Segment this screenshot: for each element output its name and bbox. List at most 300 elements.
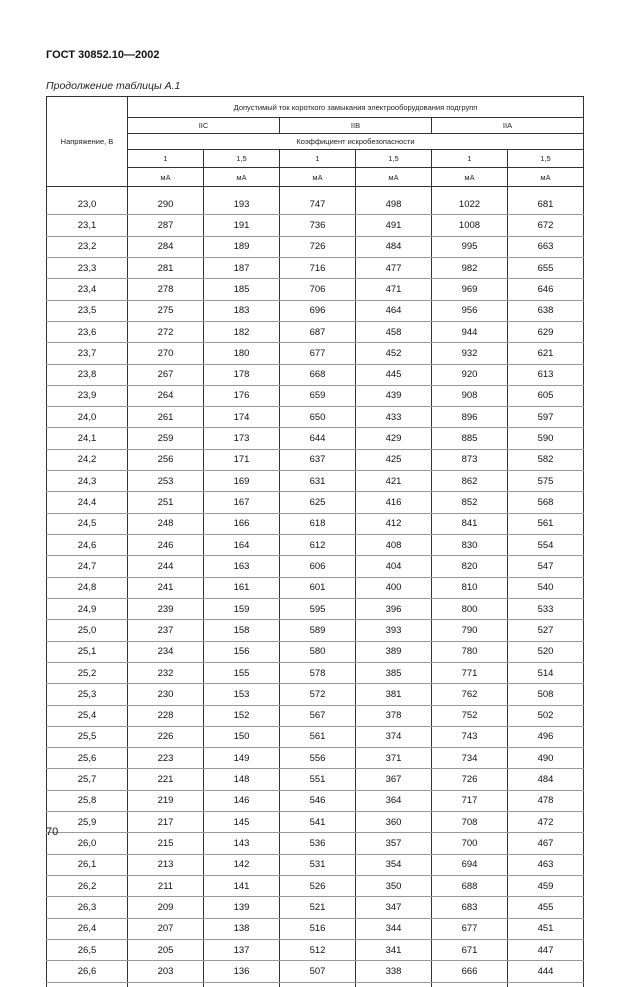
current-cell: 618: [280, 513, 356, 534]
voltage-cell: 26,1: [47, 854, 128, 875]
current-cell: 237: [128, 620, 204, 641]
current-cell: 145: [204, 812, 280, 833]
document-title: ГОСТ 30852.10—2002: [46, 49, 160, 61]
current-cell: 183: [204, 300, 280, 321]
current-cell: 467: [508, 833, 584, 854]
current-cell: 631: [280, 471, 356, 492]
current-cell: 496: [508, 726, 584, 747]
current-cell: 272: [128, 321, 204, 342]
voltage-cell: 26,5: [47, 939, 128, 960]
voltage-cell: 25,1: [47, 641, 128, 662]
table-row: [47, 939, 584, 960]
table-row: [47, 535, 584, 556]
current-cell: 371: [356, 748, 432, 769]
current-cell: 167: [204, 492, 280, 513]
current-cell: 688: [432, 876, 508, 897]
current-cell: 458: [356, 321, 432, 342]
current-cell: 141: [204, 876, 280, 897]
current-cell: 561: [508, 513, 584, 534]
current-cell: 932: [432, 343, 508, 364]
current-cell: 275: [128, 300, 204, 321]
table-row: [47, 257, 584, 278]
table-row: [47, 236, 584, 257]
voltage-cell: 25,6: [47, 748, 128, 769]
current-cell: 146: [204, 790, 280, 811]
current-cell: 644: [280, 428, 356, 449]
current-cell: 163: [204, 556, 280, 577]
voltage-cell: 24,8: [47, 577, 128, 598]
current-cell: 230: [128, 684, 204, 705]
current-cell: 706: [280, 279, 356, 300]
current-cell: 567: [280, 705, 356, 726]
current-cell: 908: [432, 385, 508, 406]
current-cell: 158: [204, 620, 280, 641]
current-cell: 646: [508, 279, 584, 300]
table-row: [47, 662, 584, 683]
current-cell: 969: [432, 279, 508, 300]
voltage-cell: 25,4: [47, 705, 128, 726]
current-cell: 780: [432, 641, 508, 662]
voltage-cell: 24,9: [47, 598, 128, 619]
current-cell: 637: [280, 449, 356, 470]
current-cell: 477: [356, 257, 432, 278]
current-cell: 360: [356, 812, 432, 833]
current-cell: 726: [432, 769, 508, 790]
table-row: [47, 854, 584, 875]
table-row: [47, 620, 584, 641]
coefficient-value: 1,5: [356, 150, 432, 168]
voltage-cell: 23,0: [47, 194, 128, 215]
voltage-cell: 23,1: [47, 215, 128, 236]
table-row: [47, 492, 584, 513]
current-cell: 400: [356, 577, 432, 598]
current-cell: 672: [508, 215, 584, 236]
current-cell: 671: [432, 939, 508, 960]
current-cell: 248: [128, 513, 204, 534]
current-cell: 687: [280, 321, 356, 342]
current-cell: 178: [204, 364, 280, 385]
table-row: [47, 215, 584, 236]
current-cell: 421: [356, 471, 432, 492]
current-cell: 471: [356, 279, 432, 300]
voltage-cell: 25,7: [47, 769, 128, 790]
current-cell: 239: [128, 598, 204, 619]
current-cell: 425: [356, 449, 432, 470]
current-cell: 169: [204, 471, 280, 492]
coefficient-value: 1,5: [204, 150, 280, 168]
coefficient-header: Коэффициент искробезопасности: [128, 134, 584, 150]
current-cell: 182: [204, 321, 280, 342]
voltage-cell: 23,7: [47, 343, 128, 364]
current-cell: 920: [432, 364, 508, 385]
current-cell: 885: [432, 428, 508, 449]
current-cell: 502: [508, 705, 584, 726]
current-cell: 357: [356, 833, 432, 854]
current-cell: 484: [508, 769, 584, 790]
current-cell: 734: [432, 748, 508, 769]
current-cell: 207: [128, 918, 204, 939]
table-row: [47, 897, 584, 918]
voltage-cell: 24,6: [47, 535, 128, 556]
voltage-cell: 24,1: [47, 428, 128, 449]
current-cell: 752: [432, 705, 508, 726]
coefficient-value: 1,5: [508, 150, 584, 168]
current-cell: 174: [204, 407, 280, 428]
current-cell: 625: [280, 492, 356, 513]
table-row: [47, 769, 584, 790]
voltage-cell: 24,2: [47, 449, 128, 470]
current-cell: 211: [128, 876, 204, 897]
group-header: IIC: [128, 118, 280, 134]
current-cell: 290: [128, 194, 204, 215]
voltage-cell: 26,3: [47, 897, 128, 918]
current-cell: 726: [280, 236, 356, 257]
current-cell: 378: [356, 705, 432, 726]
unit-label: мА: [432, 168, 508, 187]
current-cell: 429: [356, 428, 432, 449]
unit-label: мА: [508, 168, 584, 187]
current-cell: 700: [432, 833, 508, 854]
current-cell: 541: [280, 812, 356, 833]
current-cell: 213: [128, 854, 204, 875]
current-cell: 445: [356, 364, 432, 385]
current-cell: 226: [128, 726, 204, 747]
current-cell: 246: [128, 535, 204, 556]
current-cell: 638: [508, 300, 584, 321]
current-cell: 590: [508, 428, 584, 449]
table-row: [47, 471, 584, 492]
current-cell: 613: [508, 364, 584, 385]
current-cell: 234: [128, 641, 204, 662]
current-cell: 284: [128, 236, 204, 257]
current-cell: 191: [204, 215, 280, 236]
current-cell: 187: [204, 257, 280, 278]
current-cell: 451: [508, 918, 584, 939]
current-cell: 508: [508, 684, 584, 705]
current-cell: 404: [356, 556, 432, 577]
current-cell: 203: [128, 961, 204, 982]
current-cell: 606: [280, 556, 356, 577]
current-cell: 556: [280, 748, 356, 769]
current-cell: 790: [432, 620, 508, 641]
current-cell: 597: [508, 407, 584, 428]
table-row: [47, 556, 584, 577]
current-cell: 578: [280, 662, 356, 683]
group-header: IIA: [432, 118, 584, 134]
current-cell: 629: [508, 321, 584, 342]
current-cell: 507: [280, 961, 356, 982]
current-cell: 601: [280, 577, 356, 598]
current-cell: 354: [356, 854, 432, 875]
current-cell: 217: [128, 812, 204, 833]
current-cell: 166: [204, 513, 280, 534]
current-cell: 152: [204, 705, 280, 726]
current-cell: 221: [128, 769, 204, 790]
current-cell: 459: [508, 876, 584, 897]
current-cell: 393: [356, 620, 432, 641]
table-row: [47, 428, 584, 449]
current-cell: 520: [508, 641, 584, 662]
current-cell: 568: [508, 492, 584, 513]
voltage-cell: 26,0: [47, 833, 128, 854]
current-cell: 408: [356, 535, 432, 556]
current-cell: 164: [204, 535, 280, 556]
table-row: [47, 449, 584, 470]
voltage-cell: 23,5: [47, 300, 128, 321]
table-row: [47, 321, 584, 342]
current-cell: 521: [280, 897, 356, 918]
current-cell: 472: [508, 812, 584, 833]
current-cell: 677: [280, 343, 356, 364]
table-row: [47, 407, 584, 428]
voltage-cell: 25,8: [47, 790, 128, 811]
current-cell: 350: [356, 876, 432, 897]
current-cell: 659: [280, 385, 356, 406]
current-table: [46, 96, 584, 987]
current-cell: 621: [508, 343, 584, 364]
current-cell: 582: [508, 449, 584, 470]
current-cell: 161: [204, 577, 280, 598]
current-cell: 747: [280, 194, 356, 215]
table-caption: Продолжение таблицы А.1: [46, 80, 181, 92]
current-cell: 536: [280, 833, 356, 854]
current-cell: 381: [356, 684, 432, 705]
current-cell: 396: [356, 598, 432, 619]
current-cell: 241: [128, 577, 204, 598]
current-cell: 219: [128, 790, 204, 811]
current-cell: 561: [280, 726, 356, 747]
voltage-cell: 24,0: [47, 407, 128, 428]
current-cell: 490: [508, 748, 584, 769]
current-header: Допустимый ток короткого замыкания электрооборудования подгрупп: [128, 97, 584, 118]
voltage-cell: 24,3: [47, 471, 128, 492]
current-cell: 762: [432, 684, 508, 705]
current-cell: 696: [280, 300, 356, 321]
current-cell: 484: [356, 236, 432, 257]
current-cell: 956: [432, 300, 508, 321]
current-cell: 412: [356, 513, 432, 534]
current-cell: 452: [356, 343, 432, 364]
current-cell: 982: [432, 257, 508, 278]
table-row: [47, 279, 584, 300]
voltage-cell: 23,6: [47, 321, 128, 342]
table-row: [47, 726, 584, 747]
current-cell: 820: [432, 556, 508, 577]
current-cell: 159: [204, 598, 280, 619]
current-cell: 455: [508, 897, 584, 918]
current-cell: 209: [128, 897, 204, 918]
current-cell: 244: [128, 556, 204, 577]
current-cell: 551: [280, 769, 356, 790]
voltage-cell: 25,0: [47, 620, 128, 641]
current-cell: 810: [432, 577, 508, 598]
current-cell: 153: [204, 684, 280, 705]
current-cell: 716: [280, 257, 356, 278]
current-cell: 205: [128, 939, 204, 960]
voltage-cell: 25,9: [47, 812, 128, 833]
current-cell: 668: [280, 364, 356, 385]
table-row: [47, 748, 584, 769]
current-cell: 173: [204, 428, 280, 449]
current-cell: 171: [204, 449, 280, 470]
current-cell: 717: [432, 790, 508, 811]
voltage-cell: 24,5: [47, 513, 128, 534]
table-row: [47, 513, 584, 534]
current-cell: 416: [356, 492, 432, 513]
current-cell: 215: [128, 833, 204, 854]
current-cell: 232: [128, 662, 204, 683]
voltage-cell: 26,4: [47, 918, 128, 939]
current-cell: 374: [356, 726, 432, 747]
table-body: [47, 194, 584, 982]
unit-label: мА: [356, 168, 432, 187]
current-cell: 830: [432, 535, 508, 556]
current-cell: 439: [356, 385, 432, 406]
current-cell: 743: [432, 726, 508, 747]
current-cell: 873: [432, 449, 508, 470]
unit-label: мА: [280, 168, 356, 187]
current-cell: 540: [508, 577, 584, 598]
coefficient-value: 1: [280, 150, 356, 168]
header-spacer: [47, 187, 584, 195]
current-cell: 546: [280, 790, 356, 811]
unit-label: мА: [128, 168, 204, 187]
current-cell: 148: [204, 769, 280, 790]
table-tail: [47, 982, 584, 987]
current-cell: 463: [508, 854, 584, 875]
current-cell: 142: [204, 854, 280, 875]
current-cell: 444: [508, 961, 584, 982]
table-row: [47, 876, 584, 897]
current-cell: 447: [508, 939, 584, 960]
voltage-cell: 24,7: [47, 556, 128, 577]
table-row: [47, 833, 584, 854]
current-cell: 341: [356, 939, 432, 960]
voltage-cell: 24,4: [47, 492, 128, 513]
table-row: [47, 364, 584, 385]
current-cell: 554: [508, 535, 584, 556]
current-cell: 605: [508, 385, 584, 406]
voltage-cell: 25,5: [47, 726, 128, 747]
current-cell: 547: [508, 556, 584, 577]
current-cell: 261: [128, 407, 204, 428]
voltage-cell: 23,3: [47, 257, 128, 278]
current-cell: 347: [356, 897, 432, 918]
current-cell: 677: [432, 918, 508, 939]
table-row: [47, 641, 584, 662]
current-cell: 512: [280, 939, 356, 960]
current-cell: 655: [508, 257, 584, 278]
current-cell: 344: [356, 918, 432, 939]
voltage-cell: 26,2: [47, 876, 128, 897]
table-row: [47, 812, 584, 833]
current-cell: 478: [508, 790, 584, 811]
current-cell: 580: [280, 641, 356, 662]
current-cell: 338: [356, 961, 432, 982]
current-cell: 589: [280, 620, 356, 641]
current-cell: 527: [508, 620, 584, 641]
coefficient-value: 1: [128, 150, 204, 168]
current-cell: 663: [508, 236, 584, 257]
table-row: [47, 385, 584, 406]
unit-label: мА: [204, 168, 280, 187]
current-cell: 138: [204, 918, 280, 939]
current-cell: 694: [432, 854, 508, 875]
table-row: [47, 300, 584, 321]
current-cell: 708: [432, 812, 508, 833]
current-cell: 180: [204, 343, 280, 364]
current-cell: 385: [356, 662, 432, 683]
current-cell: 149: [204, 748, 280, 769]
voltage-cell: 26,6: [47, 961, 128, 982]
current-cell: 193: [204, 194, 280, 215]
current-cell: 514: [508, 662, 584, 683]
current-cell: 189: [204, 236, 280, 257]
current-cell: 771: [432, 662, 508, 683]
voltage-cell: 25,2: [47, 662, 128, 683]
current-cell: 228: [128, 705, 204, 726]
page-number: 70: [46, 826, 59, 838]
table-row: [47, 918, 584, 939]
current-cell: 264: [128, 385, 204, 406]
current-cell: 139: [204, 897, 280, 918]
current-cell: 464: [356, 300, 432, 321]
current-cell: 995: [432, 236, 508, 257]
voltage-cell: 23,9: [47, 385, 128, 406]
voltage-header: Напряжение, В: [47, 97, 128, 187]
current-cell: 278: [128, 279, 204, 300]
current-cell: 223: [128, 748, 204, 769]
current-cell: 526: [280, 876, 356, 897]
table-row: [47, 705, 584, 726]
current-cell: 287: [128, 215, 204, 236]
current-cell: 367: [356, 769, 432, 790]
voltage-cell: 23,8: [47, 364, 128, 385]
current-cell: 683: [432, 897, 508, 918]
current-cell: 155: [204, 662, 280, 683]
current-cell: 666: [432, 961, 508, 982]
current-cell: 491: [356, 215, 432, 236]
current-cell: 267: [128, 364, 204, 385]
voltage-cell: 23,4: [47, 279, 128, 300]
current-cell: 896: [432, 407, 508, 428]
current-cell: 498: [356, 194, 432, 215]
current-cell: 862: [432, 471, 508, 492]
current-cell: 156: [204, 641, 280, 662]
table-row: [47, 343, 584, 364]
current-cell: 681: [508, 194, 584, 215]
coefficient-value: 1: [432, 150, 508, 168]
group-header: IIB: [280, 118, 432, 134]
current-cell: 176: [204, 385, 280, 406]
current-cell: 533: [508, 598, 584, 619]
current-cell: 150: [204, 726, 280, 747]
current-cell: 433: [356, 407, 432, 428]
current-cell: 185: [204, 279, 280, 300]
current-cell: 1022: [432, 194, 508, 215]
table-row: [47, 598, 584, 619]
table-row: [47, 790, 584, 811]
current-cell: 281: [128, 257, 204, 278]
table-row: [47, 684, 584, 705]
current-cell: 852: [432, 492, 508, 513]
voltage-cell: 25,3: [47, 684, 128, 705]
current-cell: 253: [128, 471, 204, 492]
current-cell: 1008: [432, 215, 508, 236]
voltage-cell: 23,2: [47, 236, 128, 257]
current-cell: 270: [128, 343, 204, 364]
current-cell: 136: [204, 961, 280, 982]
